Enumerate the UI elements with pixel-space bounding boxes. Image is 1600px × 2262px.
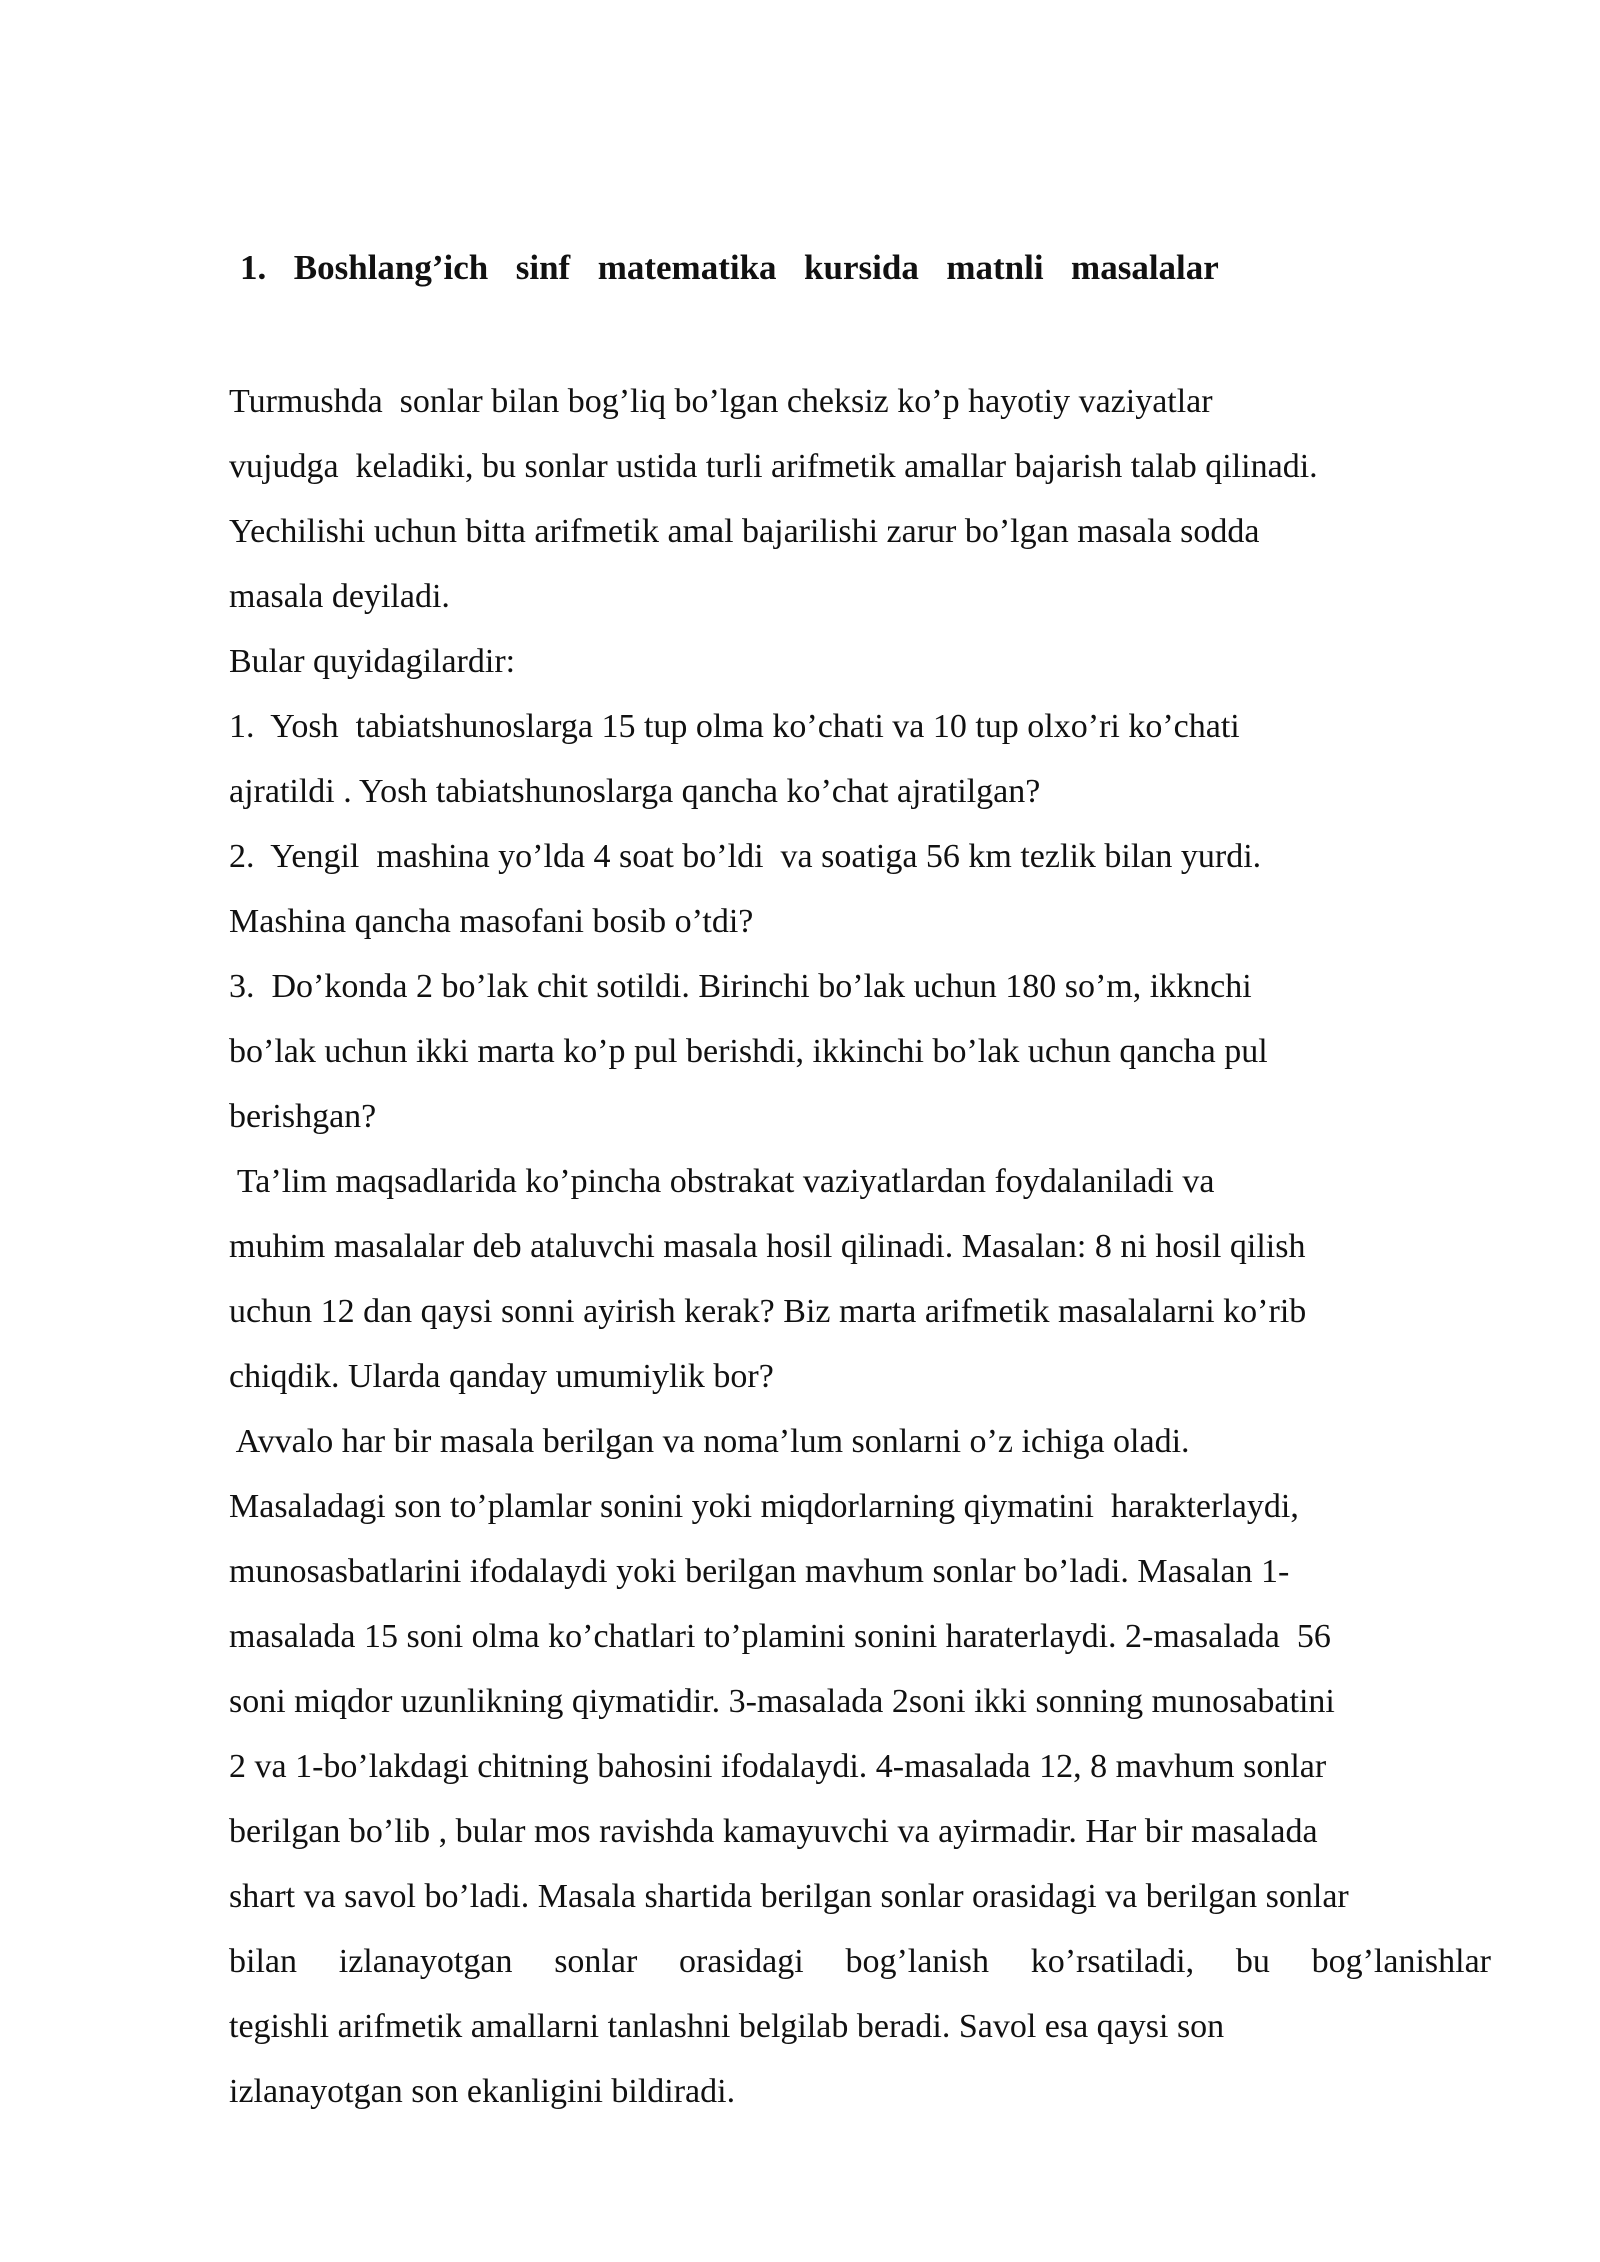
text-line: Yechilishi uchun bitta arifmetik amal bajarilishi zarur bo’lgan masala sodda	[229, 513, 1260, 550]
text-line: muhim masalalar deb ataluvchi masala hosil qilinadi. Masalan: 8 ni hosil qilish	[229, 1228, 1306, 1265]
problem-3-line: berishgan?	[229, 1098, 377, 1135]
text-line: munosasbatlarini ifodalaydi yoki berilgan mavhum sonlar bo’ladi. Masalan 1-	[229, 1553, 1290, 1590]
problem-1-line: ajratildi . Yosh tabiatshunoslarga qancha ko’chat ajratilgan?	[229, 773, 1041, 810]
text-line: 2 va 1-bo’lakdagi chitning bahosini ifodalaydi. 4-masalada 12, 8 mavhum sonlar	[229, 1748, 1327, 1785]
text-line: masala deyiladi.	[229, 578, 450, 615]
text-line: izlanayotgan son ekanligini bildiradi.	[229, 2073, 736, 2110]
text-line: vujudga keladiki, bu sonlar ustida turli arifmetik amallar bajarish talab qilinadi.	[229, 448, 1318, 485]
text-line: berilgan bo’lib , bular mos ravishda kamayuvchi va ayirmadir. Har bir masalada	[229, 1813, 1318, 1850]
problem-2-line: 2. Yengil mashina yo’lda 4 soat bo’ldi va soatiga 56 km tezlik bilan yurdi.	[229, 838, 1262, 875]
text-line: Avvalo har bir masala berilgan va noma’lum sonlarni o’z ichiga oladi.	[229, 1423, 1190, 1460]
text-line: Turmushda sonlar bilan bog’liq bo’lgan cheksiz ko’p hayotiy vaziyatlar	[229, 383, 1213, 420]
problem-3-line: bo’lak uchun ikki marta ko’p pul berishdi, ikkinchi bo’lak uchun qancha pul	[229, 1033, 1268, 1070]
problem-3-line: 3. Do’konda 2 bo’lak chit sotildi. Birinchi bo’lak uchun 180 so’m, ikknchi	[229, 968, 1252, 1005]
text-line: uchun 12 dan qaysi sonni ayirish kerak? Biz marta arifmetik masalalarni ko’rib	[229, 1293, 1307, 1330]
text-line: Bular quyidagilardir:	[229, 643, 516, 680]
text-line: soni miqdor uzunlikning qiymatidir. 3-masalada 2soni ikki sonning munosabatini	[229, 1683, 1335, 1720]
text-line: masalada 15 soni olma ko’chatlari to’plamini sonini haraterlaydi. 2-masalada 56	[229, 1618, 1331, 1655]
text-line: shart va savol bo’ladi. Masala shartida berilgan sonlar orasidagi va berilgan sonlar	[229, 1878, 1349, 1915]
problem-2-line: Mashina qancha masofani bosib o’tdi?	[229, 903, 754, 940]
text-line: chiqdik. Ularda qanday umumiylik bor?	[229, 1358, 774, 1395]
text-line: tegishli arifmetik amallarni tanlashni belgilab beradi. Savol esa qaysi son	[229, 2008, 1225, 2045]
text-line-justified: bilan izlanayotgan sonlar orasidagi bog’lanish ko’rsatiladi, bu bog’lanishlar	[229, 1943, 1491, 1980]
text-line: Ta’lim maqsadlarida ko’pincha obstrakat vaziyatlardan foydalaniladi va	[229, 1163, 1215, 1200]
section-heading: 1. Boshlang’ich sinf matematika kursida matnli masalalar	[240, 248, 1219, 287]
text-line: Masaladagi son to’plamlar sonini yoki miqdorlarning qiymatini harakterlaydi,	[229, 1488, 1299, 1525]
body-text	[229, 369, 1504, 2124]
problem-1-line: 1. Yosh tabiatshunoslarga 15 tup olma ko’chati va 10 tup olxo’ri ko’chati	[229, 708, 1240, 745]
